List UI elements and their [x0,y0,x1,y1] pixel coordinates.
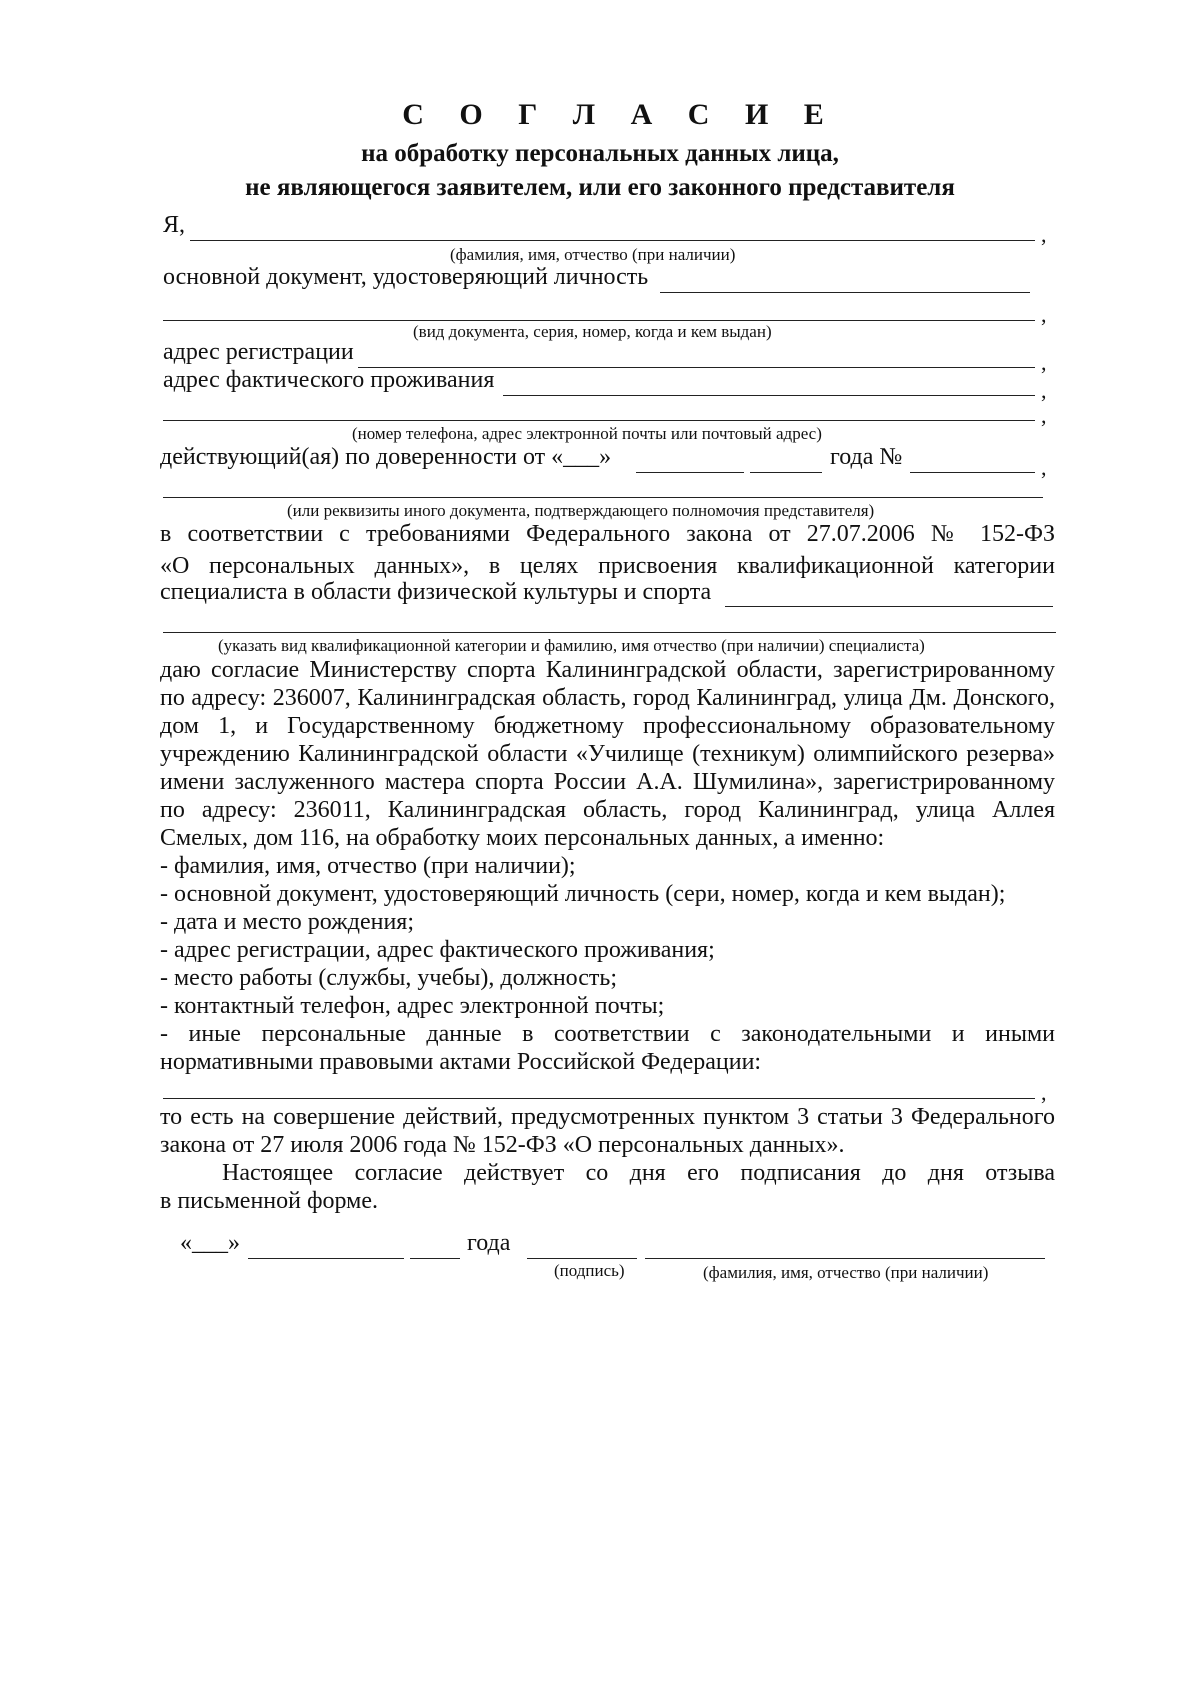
list-item: - дата и место рождения; [160,909,415,935]
comma: , [1041,222,1047,247]
fact-address-input-line[interactable] [503,395,1035,396]
fact-address-label: адрес фактического проживания [163,367,495,393]
proxy-year-label: года № [830,444,903,470]
list-item: - адрес регистрации, адрес фактического проживания; [160,937,715,963]
intro-last-line: специалиста в области физической культуры и спорта [160,579,712,605]
fio-input-line[interactable] [190,240,1035,241]
category-input-line-2[interactable] [163,632,1056,633]
consent-line-3: дом 1, и Государственному бюджетному профессиональному образовательному [160,713,1055,739]
list-item: - фамилия, имя, отчество (при наличии); [160,853,576,879]
list-item: - место работы (службы, учебы), должность; [160,965,618,991]
proxy-caption: (или реквизиты иного документа, подтверждающего полномочия представителя) [287,501,875,520]
comma: , [1041,1080,1047,1105]
proxy-month-line[interactable] [636,472,744,473]
document-title: С О Г Л А С И Е [402,98,838,131]
signature-caption: (подпись) [554,1261,625,1280]
signature-line[interactable] [527,1258,637,1259]
signature-year-line[interactable] [410,1258,460,1259]
fio-caption: (фамилия, имя, отчество (при наличии) [450,245,736,264]
other-data-line-1: - иные персональные данные в соответствии с законодательными и иными [160,1021,1055,1047]
comma: , [1041,403,1047,428]
proxy-label: действующий(ая) по доверенности от «___» [160,444,612,470]
proxy-number-line[interactable] [910,472,1035,473]
signature-month-line[interactable] [248,1258,404,1259]
category-input-line-1[interactable] [725,606,1053,607]
intro-line-1: в соответствии с требованиями Федерального закона от 27.07.2006 № 152-ФЗ [160,521,1055,547]
category-caption: (указать вид квалификационной категории и фамилию, имя отчество (при наличии) специалиста) [218,636,925,655]
doc-input-line-2[interactable] [163,320,1035,321]
consent-last-line: Смелых, дом 116, на обработку моих персональных данных, а именно: [160,825,885,851]
doc-caption: (вид документа, серия, номер, когда и кем выдан) [413,322,772,341]
signature-fio-caption: (фамилия, имя, отчество (при наличии) [703,1263,989,1282]
contacts-input-line[interactable] [163,420,1035,421]
signature-year-label: года [467,1230,511,1256]
other-data-line-2: нормативными правовыми актами Российской Федерации: [160,1049,762,1075]
action-line-2: закона от 27 июля 2006 года № 152-ФЗ «О персональных данных». [160,1132,845,1158]
proxy-details-line[interactable] [163,497,1043,498]
doc-input-line-1[interactable] [660,292,1030,293]
reg-address-label: адрес регистрации [163,339,354,365]
comma: , [1041,302,1047,327]
validity-line-2: в письменной форме. [160,1188,379,1214]
comma: , [1041,350,1047,375]
signature-date-label: «___» [180,1230,240,1256]
consent-line-5: имени заслуженного мастера спорта России А.А. Шумилина», зарегистрированному [160,769,1055,795]
ya-label: Я, [163,212,186,238]
doc-label: основной документ, удостоверяющий личность [163,264,649,290]
comma: , [1041,455,1047,480]
consent-line-1: даю согласие Министерству спорта Калининградской области, зарегистрированному [160,657,1055,683]
proxy-year-line[interactable] [750,472,822,473]
action-line-1: то есть на совершение действий, предусмотренных пунктом 3 статьи 3 Федерального [160,1104,1055,1130]
document-subtitle-2: не являющегося заявителем, или его законного представителя [245,174,955,201]
list-item: - основной документ, удостоверяющий личность (сери, номер, когда и кем выдан); [160,881,1006,907]
consent-line-4: учреждению Калининградской области «Училище (техникум) олимпийского резерва» [160,741,1055,767]
comma: , [1041,378,1047,403]
list-item: - контактный телефон, адрес электронной почты; [160,993,665,1019]
signature-fio-line[interactable] [645,1258,1045,1259]
other-data-input-line[interactable] [163,1098,1035,1099]
validity-line-1: Настоящее согласие действует со дня его подписания до дня отзыва [222,1160,1055,1186]
contacts-caption: (номер телефона, адрес электронной почты или почтовый адрес) [352,424,822,443]
intro-line-2: «О персональных данных», в целях присвоения квалификационной категории [160,553,1055,579]
consent-line-2: по адресу: 236007, Калининградская область, город Калининград, улица Дм. Донского, [160,685,1055,711]
document-subtitle-1: на обработку персональных данных лица, [361,140,839,167]
consent-line-6: по адресу: 236011, Калининградская область, город Калининград, улица Аллея [160,797,1055,823]
